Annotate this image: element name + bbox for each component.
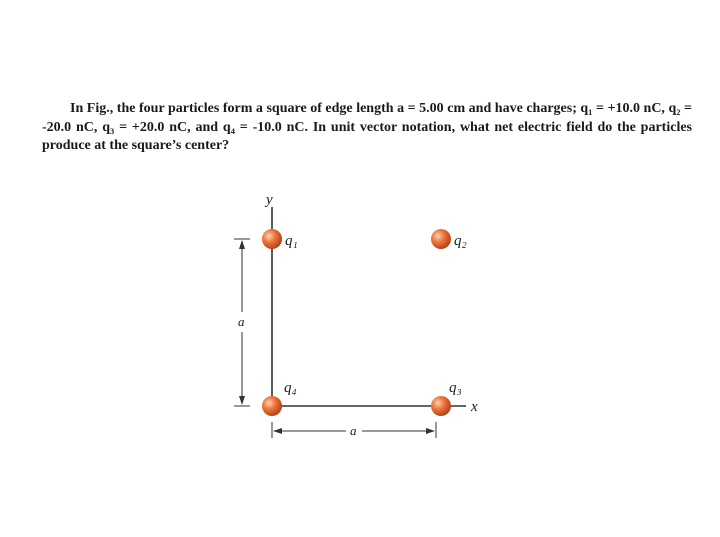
particle-q4-label: q₄ <box>284 380 297 396</box>
particle-q1-label: q₁ <box>285 233 298 249</box>
x-axis-label: x <box>471 399 478 415</box>
horizontal-edge-dimension <box>272 422 436 438</box>
vertical-edge-dimension <box>234 239 250 406</box>
particle-q3-label: q₃ <box>449 380 462 396</box>
horizontal-edge-label: a <box>350 423 357 438</box>
particle-q1 <box>262 229 298 249</box>
particle-q4 <box>262 380 297 416</box>
vertical-edge-label: a <box>238 314 245 329</box>
problem-text: In Fig., the four particles form a square of edge length a = 5.00 cm and have charges; q₁ = +10.0 nC, q₂ = -20.0 nC, q₃ = +20.0 nC, and q₄ = -10.0 nC. In unit vector notation, what net electric field do the particles produce at the square’s center? <box>42 101 692 153</box>
particle-q2-label: q₂ <box>454 233 467 249</box>
y-axis-label: y <box>266 192 273 208</box>
particle-q3 <box>431 380 462 416</box>
particle-q2 <box>431 229 467 249</box>
